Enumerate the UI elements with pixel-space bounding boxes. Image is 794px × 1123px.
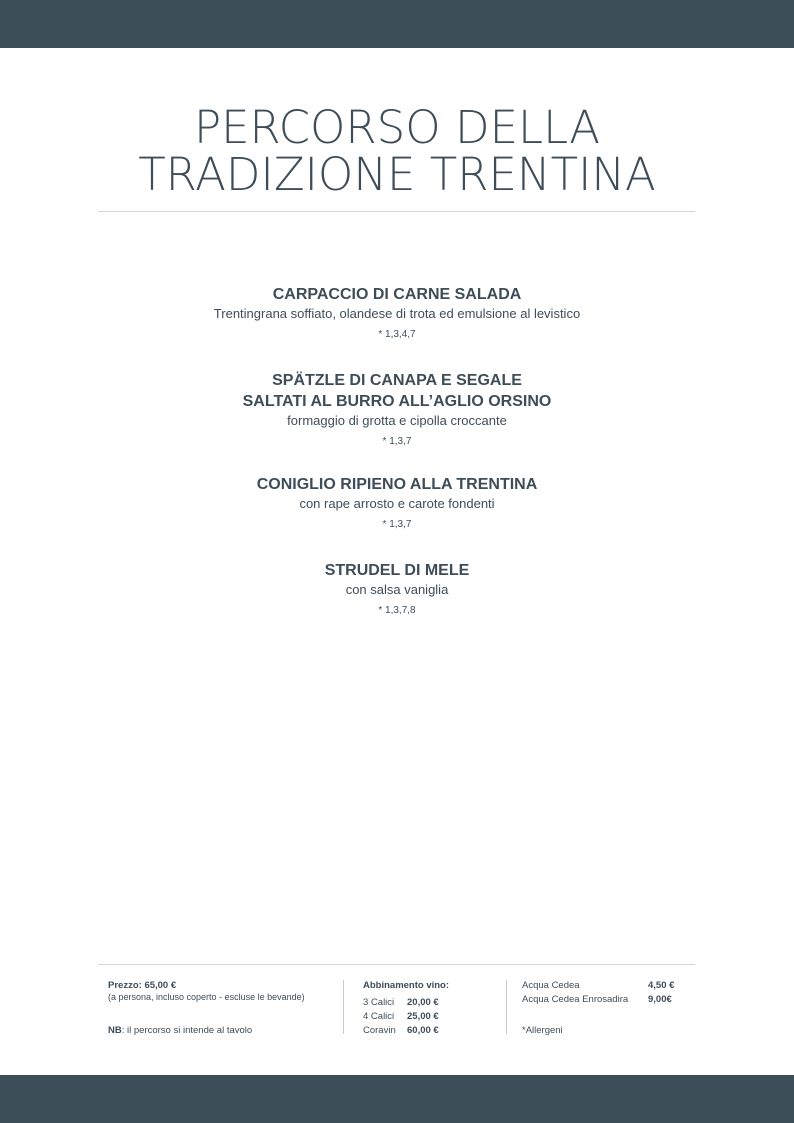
wine-row-price: 60,00 € (407, 1025, 439, 1036)
title-line-2: TRADIZIONE TRENTINA (138, 148, 656, 201)
dish-description: con rape arrosto e carote fondenti (299, 496, 495, 511)
dish-name-line-1: SPÄTZLE DI CANAPA E SEGALE (272, 372, 522, 389)
dish-name: CARPACCIO DI CARNE SALADA (272, 286, 522, 303)
bottom-band (0, 1075, 794, 1123)
price-line (108, 980, 176, 991)
price-value: 65,00 € (144, 980, 177, 991)
price-note: (a persona, incluso coperto - escluse le bevande) (108, 992, 305, 1002)
dish-allergens: * 1,3,7,8 (378, 605, 416, 616)
dish-description: formaggio di grotta e cipolla croccante (287, 413, 507, 428)
nb-label: NB (108, 1025, 122, 1036)
wine-row-price: 25,00 € (407, 1011, 439, 1022)
price-label: Prezzo: (108, 980, 142, 991)
dish-description: Trentingrana soffiato, olandese di trota ed emulsione al levistico (213, 306, 581, 321)
menu-item-carpaccio (0, 284, 794, 341)
water-price: 9,00€ (648, 994, 672, 1005)
menu-item-strudel (0, 560, 794, 617)
wine-row-label: Coravin (363, 1025, 396, 1036)
wine-row-price: 20,00 € (407, 997, 439, 1008)
dish-allergens: * 1,3,7 (382, 519, 412, 530)
dish-name-line-2: SALTATI AL BURRO ALL’AGLIO ORSINO (242, 393, 552, 410)
wine-heading: Abbinamento vino: (363, 980, 450, 991)
footer-column-separator (343, 980, 344, 1034)
water-label: Acqua Cedea Enrosadira (522, 994, 629, 1005)
menu-item-spatzle (0, 370, 794, 448)
menu-item-coniglio (0, 474, 794, 531)
water-price: 4,50 € (648, 980, 675, 991)
wine-row-label: 4 Calici (363, 1011, 395, 1022)
title-line-1: PERCORSO DELLA (193, 101, 601, 154)
water-label: Acqua Cedea (522, 980, 580, 991)
title-divider (98, 211, 695, 212)
page-title (0, 101, 794, 201)
footer-column-separator (506, 980, 507, 1034)
dish-name: STRUDEL DI MELE (324, 562, 470, 579)
allergens-note: *Allergeni (522, 1025, 563, 1036)
top-band (0, 0, 794, 48)
dish-allergens: * 1,3,7 (382, 436, 412, 447)
dish-allergens: * 1,3,4,7 (378, 329, 416, 340)
footer-divider (98, 964, 695, 965)
nb-line (108, 1025, 252, 1036)
dish-name: CONIGLIO RIPIENO ALLA TRENTINA (256, 476, 538, 493)
wine-row-label: 3 Calici (363, 997, 395, 1008)
dish-description: con salsa vaniglia (345, 582, 449, 597)
nb-text: : il percorso si intende al tavolo (121, 1025, 253, 1036)
